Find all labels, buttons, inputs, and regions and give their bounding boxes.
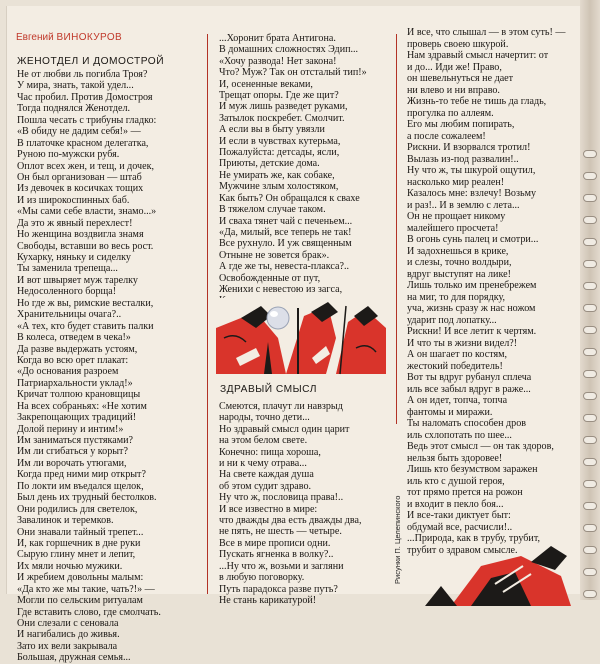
poem1-cont-line: ...Хоронит брата Антигона. [219, 33, 336, 44]
poem1-line: Их мяли ночью мужики. [17, 560, 123, 572]
binding-ring [583, 216, 597, 224]
poem1-cont-line: Как быть? Он обращался к свахе [219, 192, 360, 204]
poem2-cont-line: на миг, то для порядку, [407, 291, 506, 303]
binding-ring [583, 150, 597, 158]
binding-ring [583, 436, 597, 444]
poem2-cont-line: А он идет, топча, топча [407, 395, 508, 406]
poem2-cont-line: и раз!.. И в землю с лета... [407, 199, 520, 211]
poem1-line: Из девочек в косичках тощих [17, 183, 144, 195]
binding-ring [583, 238, 597, 246]
poem1-line: Не от любви ль погибла Троя? [17, 69, 148, 80]
poem1-line: Да разве выдержать устоям, [17, 343, 138, 355]
poem2-line: в любую поговорку. [219, 572, 305, 584]
poem2-cont-line: Ты наломать способен дров [407, 418, 527, 429]
poem1-line: Ты заменила трепеща... [17, 263, 118, 275]
poem1-line: Им ли ворочать утюгами, [17, 457, 127, 469]
poem2-cont-line: иль кто с душой героя, [407, 475, 505, 487]
poem2-cont-line: И задохнешься в крике, [407, 245, 509, 257]
poem2-cont-line: он шевельнуться не дает [407, 73, 514, 84]
poem1-line: На всех собраньях: «Не хотим [17, 400, 147, 412]
poem1-line: Хранительницы очага?.. [17, 309, 122, 321]
poem2-cont-line: жестокий победитель! [407, 360, 503, 372]
poem1-line: Когда во всю орет плакат: [17, 354, 129, 366]
poem2-line: не пять, не шесть — четыре. [219, 526, 342, 538]
poem1-cont-line: В домашних сложностях Эдип... [219, 44, 359, 56]
poem2-cont-line: и слезы, точно волдыри, [407, 257, 512, 268]
poem1-line: Час пробил. Против Домостроя [17, 91, 153, 103]
poem2-line: Не стань карикатурой! [219, 594, 317, 606]
poem1-line: Патриархальности уклад!» [17, 377, 133, 389]
poem2-cont-line: Он не прощает никому [407, 211, 506, 222]
binding-ring [583, 194, 597, 202]
binding-ring [583, 502, 597, 510]
poem1-cont-line: Все рухнуло. И уж священным [219, 238, 352, 250]
poem1-line: Он был организован — штаб [17, 171, 142, 183]
poem1-cont-line: «Хочу развода! Нет закона! [219, 55, 337, 67]
poem2-line: Все в мире прописи одни. [219, 537, 331, 549]
poem2-cont-line: проверь своею шкурой. [407, 38, 509, 50]
poem2-line: Но здравый смысл один царит [219, 423, 350, 435]
poem2-title: ЗДРАВЫЙ СМЫСЛ [220, 384, 317, 395]
binding-ring [583, 282, 597, 290]
poem1-line: Руною по-мужски рубя. [17, 149, 120, 161]
poem1-line: «А тех, кто будет ставить палки [17, 320, 154, 332]
poem1-cont-line: И если в чувствах кутерьма, [219, 135, 341, 147]
illustration-figure-abstract [411, 526, 571, 606]
poem2-cont-line: нельзя быть здоровее! [407, 452, 503, 464]
poem1-line: Им ли сгибаться у корыт? [17, 446, 128, 458]
poem2-cont-line: Лишь только им пренебрежем [407, 280, 537, 291]
poem1-line: Оплот всех жен, и тещ, и дочек, [17, 160, 155, 172]
poem2-cont-line: Нам здравый смысл начертит: от [407, 50, 549, 61]
poem1-line: Где вставить слово, где смолчать. [17, 606, 161, 618]
poem1-cont-line: В тяжелом случае таком. [219, 204, 326, 216]
poem2-cont-line: А он шагает по костям, [407, 349, 508, 360]
poem1-line: Они слезали с сеновала [17, 618, 119, 629]
poem2-line: ...Ну что ж, возьми и загляни [219, 560, 344, 572]
author-first-name: Евгений [16, 32, 54, 43]
poem2-cont-line: ударит под лопатку... [407, 314, 497, 326]
poem1-cont-line: А где же ты, невеста-плакса?.. [219, 261, 350, 273]
binding-ring [583, 568, 597, 576]
poem1-line: Большая, дружная семья... [17, 652, 131, 664]
author-last-name: ВИНОКУРОВ [56, 32, 123, 43]
poem1-line: Им заниматься пустяками? [17, 435, 134, 446]
poem2-line: об этом судит здраво. [219, 480, 312, 492]
poem2-text [219, 401, 362, 606]
poem2-line: И все известно в мире: [219, 503, 318, 515]
binding-ring [583, 524, 597, 532]
poem1-line: По локти им въедался щелок, [17, 480, 144, 492]
binding-ring [583, 590, 597, 598]
column-divider-1 [207, 34, 208, 594]
poem2-cont-line: Жизнь-то тебе не тишь да гладь, [407, 96, 547, 107]
poem1-line: Могли по сельским ритуалам [17, 595, 143, 607]
poem2-cont-line: Рискни. И взорвался тротил! [407, 142, 531, 153]
poem2-line: Ну что ж, пословица права!.. [219, 492, 344, 504]
poem1-line: Но женщина воздвигла знамя [17, 229, 144, 241]
poem1-cont-line: Затылок поскребет. Смолчит. [219, 112, 345, 124]
poem2-cont-line: Вылазь из-под развалин!.. [407, 153, 519, 165]
poem2-cont-line: уча, жизнь сразу ж нас ножом [407, 303, 536, 314]
poem1-cont-line: А если вы в быту увязли [219, 124, 325, 136]
poem1-cont-line: И муж лишь разведет руками, [219, 101, 348, 113]
poem1-line: В платочке красном делегатка, [17, 137, 149, 149]
poem2-cont-line: В огонь сунь палец и смотри... [407, 234, 539, 245]
poem2-cont-line: а после сожалеем! [407, 130, 486, 142]
binding-ring [583, 458, 597, 466]
poem1-line: Завалинок и теремков. [17, 515, 114, 527]
poem2-cont-line: и входит в пекло боя... [407, 498, 504, 510]
binding-ring [583, 326, 597, 334]
poem1-title: ЖЕНОТДЕЛ И ДОМОСТРОЙ [17, 56, 165, 67]
poem2-continuation [407, 27, 565, 556]
poem2-cont-line: Ну что ж, ты шкурой ощутил, [407, 165, 536, 176]
poem2-line: На свете каждая душа [219, 469, 314, 481]
poem2-cont-line: Вот ты вдруг рубанул сплеча [407, 372, 532, 383]
binding-ring [583, 480, 597, 488]
poem1-cont-line: Не умирать же, как собаке, [219, 169, 335, 181]
poem1-text [17, 69, 161, 664]
poem2-cont-line: иль все забыл вдруг в раже... [407, 383, 531, 395]
poem1-line: Да это ж явный перехлест! [17, 217, 133, 229]
poem2-cont-line: обдумай все, расчисли!.. [407, 521, 513, 533]
poem1-line: Когда пред ними мир открыт? [17, 469, 146, 481]
poem1-cont-line: Трещат опоры. Где же щит? [219, 90, 339, 102]
poem1-cont-line: Женихи с невестою из загса, [219, 283, 343, 295]
illustration-credit: Рисунки П. Целепинского [393, 495, 402, 584]
poem2-cont-line: трубит о здравом смысле. [407, 544, 518, 556]
binding-ring [583, 348, 597, 356]
poem2-cont-line: ни влево и ни вправо. [407, 84, 500, 96]
poem2-cont-line: тот прямо прется на рожон [407, 487, 523, 498]
poem1-cont-line: Приюты, детские дома. [219, 158, 320, 170]
poem1-line: Зато их вели закрывала [17, 640, 118, 652]
poem2-line: Конечно: пища хороша, [219, 446, 321, 458]
poem1-cont-line: И сваха тянет чай с печеньем... [219, 215, 353, 227]
poem2-cont-line: Казалось мне: взлечу! Возьму [407, 188, 537, 199]
poem2-cont-line: Его мы любим попирать, [407, 119, 515, 130]
poem2-cont-line: Лишь кто безумством заражен [407, 464, 538, 475]
poem1-line: Тогда поднялся Женотдел. [17, 103, 131, 115]
binding-ring [583, 172, 597, 180]
binding-ring [583, 370, 597, 378]
illustration-women-marching [216, 298, 386, 374]
poem1-cont-line: Освобожденные от пут, [219, 272, 321, 284]
spiral-binding [580, 0, 600, 600]
poem1-cont-line: И, осененные веками, [219, 78, 313, 90]
binding-ring [583, 304, 597, 312]
poem1-cont-line: Отныне не зовется брак». [219, 249, 330, 261]
poem2-cont-line: вдруг выступят на лике! [407, 268, 511, 280]
poem1-line: «В обиду не дадим себя!» — [17, 126, 141, 138]
poem2-cont-line: И что ты в жизни видел?! [407, 337, 518, 349]
poem1-line: Свободы, вставши во весь рост. [17, 240, 154, 252]
poem1-line: И из широкоспинных баб. [17, 194, 130, 206]
poem2-line: на этом белом свете. [219, 435, 308, 447]
column-divider-2 [396, 34, 397, 424]
poem1-line: Они родились для светелок, [17, 503, 138, 515]
poem2-cont-line: насколько мир реален! [407, 176, 505, 188]
poem2-line: Пускать ягненка в волку?.. [219, 549, 334, 561]
poem1-line: «Мы сами себе власти, знамо...» [17, 206, 157, 218]
poem2-cont-line: и до... Иди же! Право, [407, 61, 502, 73]
poem2-cont-line: ...Природа, как в трубу, трубит, [407, 533, 540, 544]
poem2-line: народы, точно дети... [219, 412, 310, 424]
poem1-line: Кухарку, няньку и сиделку [17, 252, 131, 263]
poem2-line: Смеются, плачут ли навзрыд [219, 401, 343, 412]
poem1-line: Но где ж вы, римские весталки, [17, 297, 154, 309]
poem1-line: И нагибались до живья. [17, 629, 120, 641]
poem2-cont-line: прогулка по аллеям. [407, 107, 494, 119]
poem1-line: Долой перину и интим!» [17, 423, 124, 435]
poem1-line: «Да кто же мы такие, чать?!» — [17, 583, 155, 595]
poem2-line: Путь парадокса разве путь? [219, 583, 338, 595]
poem1-cont-line: Мужчине злым холостяком, [219, 181, 339, 193]
poem1-line: Кричат толпою крановщицы [17, 389, 141, 401]
poem1-continuation [219, 33, 367, 307]
poem1-line: Недосоленного борща! [17, 286, 117, 298]
poem1-cont-line: «Да, милый, все теперь не так! [219, 226, 352, 238]
binding-ring [583, 392, 597, 400]
poem1-line: И, как горшечник в дне руки [17, 537, 141, 549]
poem1-line: И жребием довольны малым: [17, 572, 144, 584]
poem2-line: и ни к чему отрава... [219, 458, 307, 470]
poem1-line: «До основания разроем [17, 366, 119, 378]
binding-ring [583, 260, 597, 268]
poem2-cont-line: малейшего просчета! [407, 222, 499, 234]
poem1-line: У мира, знать, такой удел... [17, 80, 134, 92]
poem2-cont-line: И все-таки диктует быт: [407, 510, 511, 521]
poem1-line: Закрепощающих традиций! [17, 412, 137, 424]
author-name [16, 32, 122, 43]
poem1-cont-line: Что? Муж? Так он отсталый тип!» [219, 67, 367, 79]
poem1-line: Сырую глину мнет и лепит, [17, 549, 136, 561]
poem2-cont-line: Ведь этот смысл — он так здоров, [407, 441, 554, 452]
magazine-page [6, 6, 581, 664]
poem2-line: что дважды два есть дважды два, [219, 515, 362, 527]
poem2-cont-line: Рискни! И все летит к чертям. [407, 326, 537, 337]
poem1-line: Они знавали тайный трепет... [17, 526, 144, 538]
binding-ring [583, 414, 597, 422]
poem2-cont-line: иль схлопотать по шее... [407, 429, 512, 441]
poem1-line: И вот швыряет муж тарелку [17, 274, 138, 286]
poem2-cont-line: И все, что слышал — в этом суть! — [407, 27, 566, 38]
poem2-cont-line: фантомы и миражи. [407, 406, 493, 418]
binding-ring [583, 546, 597, 554]
poem1-line: Был день их трудный бестолков. [17, 492, 157, 504]
poem1-line: В колеса, отведем в чека!» [17, 332, 131, 344]
poem1-line: Пошла чесать с трибуны гладко: [17, 114, 157, 126]
poem1-cont-line: Пожалуйста: детсады, ясли, [219, 147, 340, 159]
